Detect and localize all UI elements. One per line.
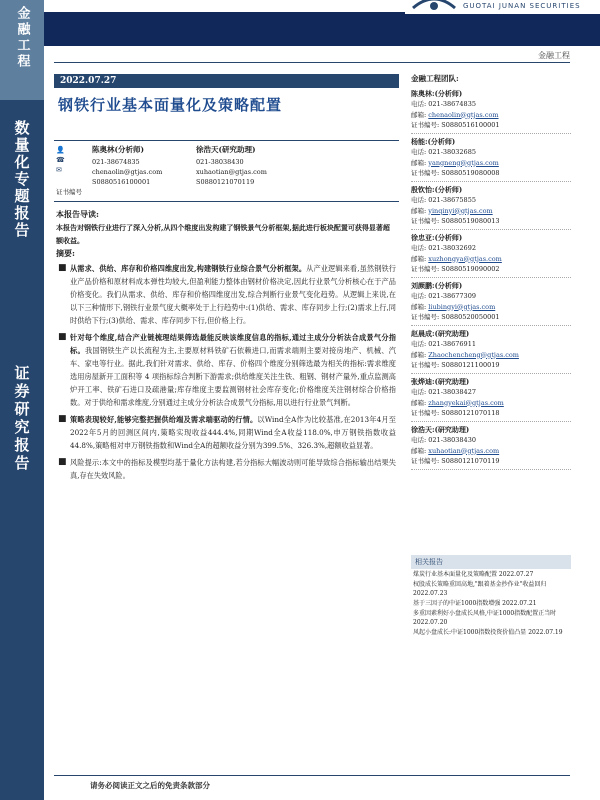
email-label: 邮箱: <box>411 350 427 359</box>
cert-label: 证书编号: <box>411 313 440 321</box>
author-phone: 021-38674835 <box>92 158 140 166</box>
author-icons <box>56 145 84 175</box>
sidebar-doctype-label: 证券研究报告 <box>12 365 31 473</box>
sidebar <box>0 0 44 800</box>
person-icon: 👤 <box>56 146 65 154</box>
member-name: 徐忠亚:(分析师) <box>411 232 463 242</box>
related-reports-heading: 相关报告 <box>411 555 571 569</box>
team-heading: 金融工程团队: <box>411 74 459 83</box>
header-divider <box>54 62 570 63</box>
team-member <box>411 425 571 470</box>
related-report-link[interactable]: 风起小盘成长:中证1000指数投资价值凸显 2022.07.19 <box>413 629 563 636</box>
email-icon: ✉ <box>56 166 62 174</box>
member-phone: 021-38032685 <box>428 148 476 156</box>
bullet-text: 我国钢铁生产以长流程为主,主要原材料铁矿石依赖进口,而需求端则主要对接房地产、机械、汽车、家电等行业。据此,我们针对需求、供给、库存、价格四个维度分别筛选最为相关的指标:需求维度选用房屋新开工面积等 4 项指标综合判断下游需求;供给维度关注生铁、粗钢、钢材产量外,重点监测高炉开工率、铁矿石进口及疏港量;库存维度主要监测钢材社会库存变化;价格维度关注钢材综合价格指数。对于供给和需求维度,分别通过主成分分析法合成景气分指标,用以进行行业景气判断。 <box>70 346 396 407</box>
member-phone: 021-38677309 <box>428 292 476 300</box>
list-item <box>56 262 396 327</box>
member-name: 陈奥林:(分析师) <box>411 88 463 98</box>
email-label: 邮箱: <box>411 398 427 407</box>
sidebar-category-label: 数量化专题报告 <box>12 120 31 239</box>
team-member <box>411 89 571 134</box>
summary-heading: 摘要: <box>56 248 75 258</box>
team-member <box>411 377 571 422</box>
related-report-link[interactable]: 基于三因子的中证1000指数增强 2022.07.21 <box>413 600 537 607</box>
email-label: 邮箱: <box>411 302 427 311</box>
brand-logo <box>405 0 600 14</box>
report-date: 2022.07.27 <box>54 74 399 88</box>
header-bar <box>44 12 600 46</box>
related-report-link[interactable]: 煤炭行业基本面量化及策略配置 2022.07.27 <box>413 571 534 578</box>
member-email[interactable]: liubingyi@gtjas.com <box>428 302 496 311</box>
guide-heading: 本报告导读: <box>56 209 99 219</box>
author-cert: S0880121070119 <box>196 178 255 186</box>
guide-text: 本报告对钢铁行业进行了深入分析,从四个维度出发构建了钢铁景气分析框架,据此进行板块配置可获得显著超额收益。 <box>56 223 390 245</box>
phone-label: 电话: <box>411 148 427 156</box>
member-phone: 021-38038427 <box>428 388 476 396</box>
cert-label: 证书编号 <box>56 188 82 196</box>
related-reports-list <box>413 570 573 638</box>
member-name: 徐浩天:(研究助理) <box>411 424 470 434</box>
main-content <box>56 208 396 486</box>
bullet-lead: 针对每个维度,结合产业链梳理结果筛选最能反映该维度信息的指标,通过主成分分析法合成景气分指标。 <box>70 333 396 355</box>
list-item <box>56 413 396 452</box>
cert-label: 证书编号: <box>411 169 440 177</box>
related-report-link[interactable]: 权股成长策略重回高地,"跟着基金抄作业"收益回归 2022.07.23 <box>413 581 547 597</box>
list-item <box>56 331 396 409</box>
bullet-icon: ■ <box>58 414 67 424</box>
member-cert: S0880121070118 <box>441 409 500 417</box>
phone-label: 电话: <box>411 388 427 396</box>
cert-label: 证书编号: <box>411 265 440 273</box>
phone-label: 电话: <box>411 436 427 444</box>
team-member <box>411 137 571 182</box>
phone-label: 电话: <box>411 292 427 300</box>
member-phone: 021-38038430 <box>428 436 476 444</box>
member-cert: S0880519080008 <box>441 169 500 177</box>
phone-label: 电话: <box>411 244 427 252</box>
related-report-link[interactable]: 多重因素利好小盘成长风格,中证1000指数配置正当时 2022.07.20 <box>413 610 557 626</box>
cert-label: 证书编号: <box>411 217 440 225</box>
bullet-icon: ■ <box>58 263 67 273</box>
member-cert: S0880121100019 <box>441 361 500 369</box>
author-name: 徐浩天(研究助理) <box>196 145 256 154</box>
email-label: 邮箱: <box>411 254 427 263</box>
sidebar-section-label: 金融工程 <box>0 0 44 100</box>
bullet-text: 风险提示:本文中的指标及模型均基于量化方法构建,若分指标大幅波动则可能导致综合指标输出结果失真,存在失效风险。 <box>70 458 396 480</box>
logo-text: GUOTAI JUNAN SECURITIES <box>463 2 581 10</box>
email-label: 邮箱: <box>411 158 427 167</box>
member-name: 刘颜鹏:(分析师) <box>411 280 463 290</box>
author-name: 陈奥林(分析师) <box>92 145 145 154</box>
bullet-lead: 策略表现较好,能够完整把握供给端及需求端驱动的行情。 <box>70 415 258 424</box>
member-name: 张烨迪:(研究助理) <box>411 376 470 386</box>
author-block <box>54 140 399 202</box>
phone-label: 电话: <box>411 196 427 204</box>
logo-mark-icon <box>411 0 457 14</box>
member-email[interactable]: zhangyekai@gtjas.com <box>428 398 504 407</box>
email-label: 邮箱: <box>411 206 427 215</box>
author-email: xuhaotian@gtjas.com <box>196 168 267 176</box>
member-cert: S0880520050001 <box>441 313 500 321</box>
footer-disclaimer: 请务必阅读正文之后的免责条款部分 <box>90 781 210 790</box>
bullet-icon: ■ <box>58 457 67 467</box>
member-cert: S0880519080013 <box>441 217 500 225</box>
cert-label: 证书编号: <box>411 121 440 129</box>
cert-label: 证书编号: <box>411 457 440 465</box>
bullet-text: 从产业逻辑来看,虽然钢铁行业产品价格和原材料成本弹性均较大,但盈利能力整体由钢材价格决定,因此行业景气分析核心在于产品价格变化。我们从需求、供给、库存和价格四维度出发,综合判断行业景气变化趋势。从逻辑上来说,在以下三种情形下,钢铁行业景气度大概率处于上行趋势中:(1)供给、需求、库存同步上行;(2)需求上行,同时供给下行;(3)供给、需求、库存同步下行,但价格上行。 <box>70 264 396 325</box>
list-item <box>56 456 396 482</box>
author-cert: S0880516100001 <box>92 178 151 186</box>
member-phone: 021-38676911 <box>428 340 476 348</box>
bullet-icon: ■ <box>58 332 67 342</box>
email-label: 邮箱: <box>411 110 427 119</box>
team-member <box>411 185 571 230</box>
member-email[interactable]: xuzhongya@gtjas.com <box>428 254 502 263</box>
member-email[interactable]: chenaolin@gtjas.com <box>428 110 499 119</box>
member-phone: 021-38032692 <box>428 244 476 252</box>
footer-divider <box>54 775 570 776</box>
bullet-text: 以Wind全A作为比较基准,在2013年4月至2022年5月的回测区间内,策略实现收益444.4%,同期Wind全A收益118.0%,申万钢铁指数收益44.8%,策略相对申万钢铁指数和Wind全A的超额收益分别为399.5%、326.3%,超额收益显著。 <box>70 415 396 450</box>
report-title: 钢铁行业基本面量化及策略配置 <box>58 96 283 114</box>
team-member <box>411 233 571 278</box>
member-cert: S0880516100001 <box>441 121 500 129</box>
member-name: 杨能:(分析师) <box>411 136 456 146</box>
member-cert: S0880519090002 <box>441 265 500 273</box>
author-email: chenaolin@gtjas.com <box>92 168 163 176</box>
member-name: 赵晨成:(研究助理) <box>411 328 470 338</box>
author-2 <box>196 145 326 187</box>
bullet-lead: 从需求、供给、库存和价格四维度出发,构建钢铁行业综合景气分析框架。 <box>70 264 307 273</box>
member-email[interactable]: Zhaochencheng@gtjas.com <box>428 350 519 359</box>
phone-icon: ☎ <box>56 156 65 164</box>
email-label: 邮箱: <box>411 446 427 455</box>
member-name: 殷钦怡:(分析师) <box>411 184 463 194</box>
member-email[interactable]: yangneng@gtjas.com <box>428 158 499 167</box>
phone-label: 电话: <box>411 340 427 348</box>
cert-label: 证书编号: <box>411 409 440 417</box>
team-panel <box>411 74 571 473</box>
phone-label: 电话: <box>411 100 427 108</box>
member-email[interactable]: yinqinyi@gtjas.com <box>428 206 493 215</box>
author-phone: 021-38038430 <box>196 158 244 166</box>
header-section-label: 金融工程 <box>538 51 570 60</box>
cert-label: 证书编号: <box>411 361 440 369</box>
team-member <box>411 329 571 374</box>
member-phone: 021-38674835 <box>428 100 476 108</box>
summary-list <box>56 262 396 482</box>
member-phone: 021-38675855 <box>428 196 476 204</box>
team-member <box>411 281 571 326</box>
member-cert: S0880121070119 <box>441 457 500 465</box>
member-email[interactable]: xuhaotian@gtjas.com <box>428 446 500 455</box>
